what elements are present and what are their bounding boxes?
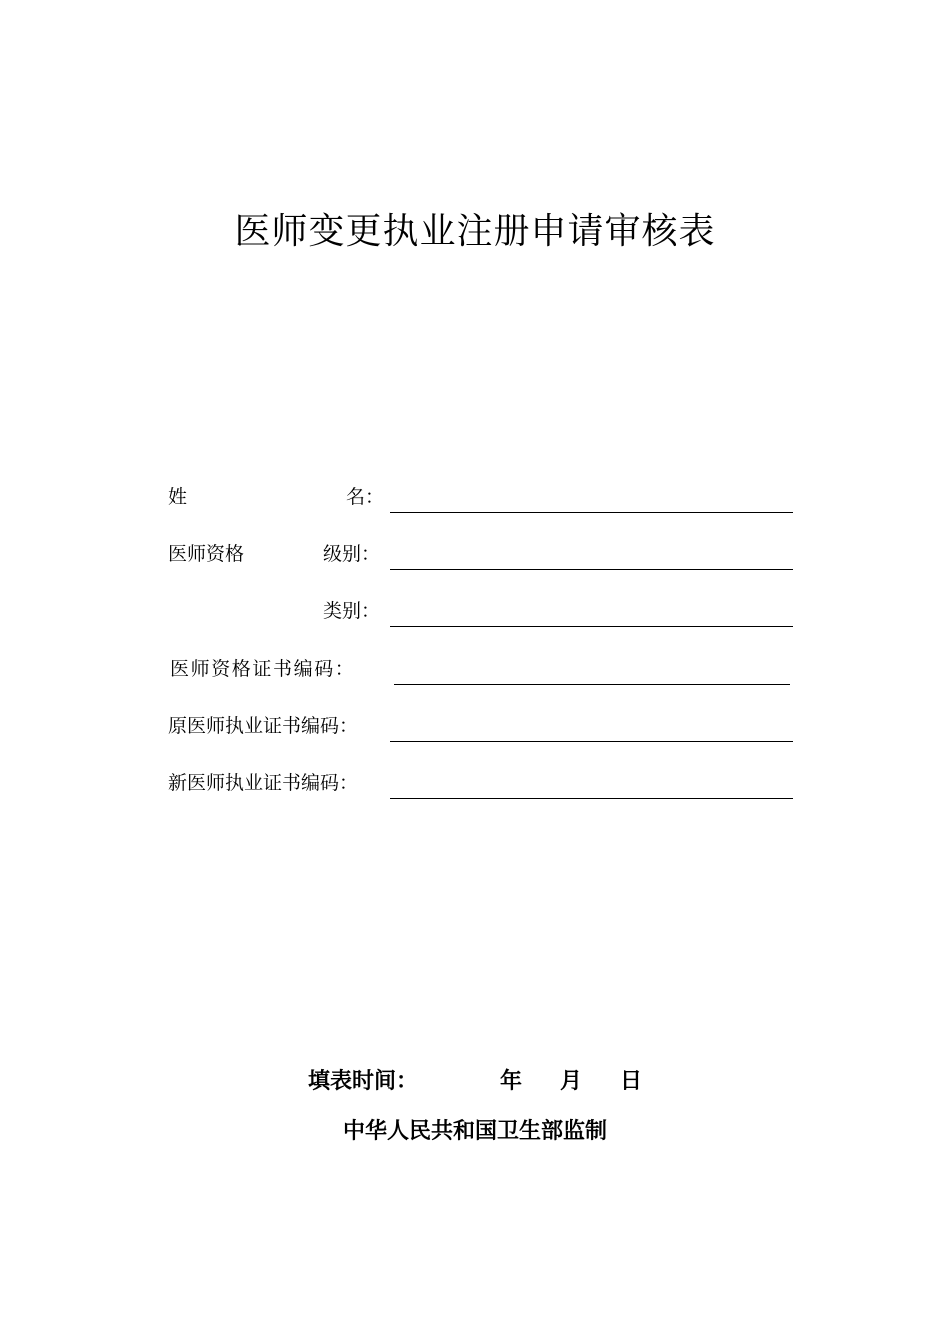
category-field-row <box>168 596 793 630</box>
name-field-row <box>168 482 793 516</box>
cert-number-field-row <box>168 654 793 688</box>
category-label: 类别： <box>323 600 381 622</box>
cert-number-label: 医师资格证书编码： <box>170 658 356 680</box>
old-license-label: 原医师执业证书编码： <box>168 715 359 737</box>
new-license-label: 新医师执业证书编码： <box>168 772 359 794</box>
name-label-right: 名： <box>346 486 385 508</box>
fill-time-row <box>0 1064 950 1100</box>
cert-number-input-line[interactable] <box>394 684 790 685</box>
document-title: 医师变更执业注册申请审核表 <box>234 211 716 252</box>
issuer-text: 中华人民共和国卫生部监制 <box>342 1119 607 1144</box>
fill-time-label: 填表时间： <box>308 1069 419 1094</box>
old-license-field-row <box>168 711 793 745</box>
old-license-input-line[interactable] <box>390 741 793 742</box>
level-input-line[interactable] <box>390 569 793 570</box>
name-label-left: 姓 <box>168 486 188 508</box>
new-license-field-row <box>168 768 793 802</box>
qualification-label: 医师资格 <box>168 543 245 565</box>
month-label[interactable]: 月 <box>560 1069 583 1094</box>
new-license-input-line[interactable] <box>390 798 793 799</box>
level-label: 级别： <box>323 543 381 565</box>
level-field-row <box>168 539 793 573</box>
year-label[interactable]: 年 <box>500 1069 523 1094</box>
day-label[interactable]: 日 <box>620 1069 643 1094</box>
category-input-line[interactable] <box>390 626 793 627</box>
name-input-line[interactable] <box>390 512 793 513</box>
